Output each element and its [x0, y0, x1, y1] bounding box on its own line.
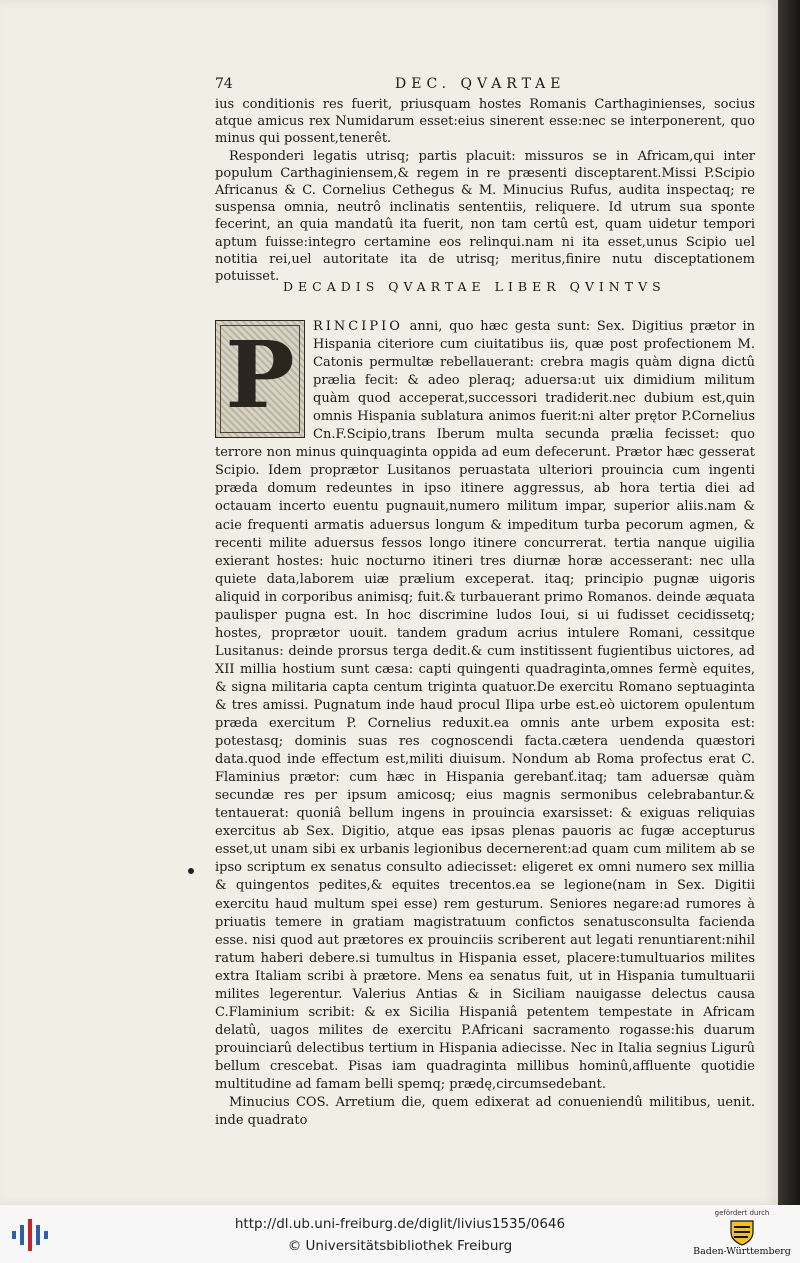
- incipit: RINCIPIO: [313, 319, 403, 334]
- initial-letter: P: [225, 321, 295, 429]
- paragraph: Responderi legatis utrisq; partis placuit: missuros se in Africam,qui inter populum Carthaginiensem,& regem in re præsenti disceptarent.Missi P.Scipio Africanus & C. Cornelius Cethegus & M. Minucius Rufus, audita inspectaq; re suspensa omnia, neutrô inclinatis sententiis, reliquere. Id utrum sua sponte fecerint, an quia mandatû ita fuerit, non tam certû est, quam uidetur tempori aptum fuisse:integro certamine eos relinqui.nam ni ita esset,unus Scipio uel notitia rei,uel autoritate ita de utrisq; meritus,finire nutu disceptationem potuisset.: [215, 148, 755, 285]
- running-head: [215, 76, 755, 96]
- footer-bar: [0, 1205, 800, 1263]
- state-crest-icon: [727, 1218, 757, 1246]
- paragraph-body: Arretium die, quem edixerat ad conueniendû militibus, uenit. inde quadrato: [215, 1095, 755, 1129]
- page-edge: [778, 0, 800, 1205]
- margin-mark: [188, 868, 194, 874]
- decorated-initial: [215, 320, 305, 438]
- running-head-title: DEC. QVARTAE: [395, 76, 566, 92]
- main-text-block: [215, 318, 755, 1129]
- sponsor-name: Baden-Württemberg: [693, 1246, 791, 1257]
- top-text-block: [215, 96, 755, 285]
- copyright-notice: © Universitätsbibliothek Freiburg: [287, 1238, 513, 1254]
- paragraph: [215, 1094, 755, 1130]
- folio-number: 74: [215, 76, 233, 92]
- permalink-url[interactable]: http://dl.ub.uni-freiburg.de/diglit/livius1535/0646: [234, 1216, 566, 1232]
- paragraph-body: anni, quo hæc gesta sunt: Sex. Digitius prætor in Hispania citeriore cum ciuitatibus iis, quæ post profectionem M. Catonis permultæ rebellauerant: crebra magis quàm digna dictû prælia fecit: & adeo pleraq; aduersa:ut uix dimidium militum quàm quod acceperat,successori tradiderit.nec dubium est,quin omnis Hispania sublatura animos fuerit:ni alter prętor P.Cornelius Cn.F.Scipio,trans Iberum multa secunda prælia fecisset: quo terrore non minus quinquaginta oppida ad eum defecerunt. Prætor hæc gesserat Scipio. Idem proprætor Lusitanos peruastata ulteriori prouincia cum ingenti præda domum redeuntes in ipso itinere aggressus, ab hora tertia diei ad octauam incerto euentu pugnauit,numero militum impar, superior aliis.nam & acie frequenti armatis aduersus longum & impeditum turba pecorum agmen, & recenti milite aduersus fessos longo itinere concurrerat. tertia nanque uigilia exierant hostes: huic nocturno itineri tres diurnæ horæ accesserant: nec ulla quiete data,laborem uiæ prælium exceperat. itaq; principio pugnæ uigoris aliquid in corporibus animisq; fuit.& turbauerant primo Romanos. deinde æquata paulisper pugna est. In hoc discrimine ludos Ioui, si ui fudisset cecidissetq; hostes, proprætor uouit. tandem gradum acrius intulere Romani, cessitque Lusitanus: deinde prorsus terga dedit.& cum institissent fugientibus uictores, ad XII millia hostium sunt cæsa: capti quingenti quadraginta,omnes fermè equites, & signa militaria capta centum triginta quatuor.De exercitu Romano septuaginta & tres amissi. Pugnatum inde haud procul Ilipa urbe est.eò uictorem opulentum præda exercitum P. Cornelius reduxit.ea omnis ante urbem exposita est: potestasq; dominis suas res cognoscendi facta.cætera uendenda quæstori data.quod inde effectum est,militi diuisum. Nondum ab Roma profectus erat C. Flaminius prætor: cum hæc in Hispania gerebanť.itaq; tam aduersæ quàm secundæ res per ipsum amicosq; eius magnis sermonibus celebrabantur.& tentauerat: quoniâ bellum ingens in prouincia exarsisset: & exiguas reliquias exercitus ab Sex. Digitio, atque eas ipsas plenas pauoris ac fugæ accepturus esset,ut unam sibi ex urbanis legionibus decernerent:ad quam cum militem ab se ipso scriptum ex senatus consulto adiecisset: eligeret ex omni numero sex millia & quingentos pedites,& equites trecentos.ea se legione(nam in Sex. Digitii exercitu haud multum spei esse) rem gesturum. Seniores negare:ad rumores à priuatis temere in gratiam magistratuum confictos senatusconsulta facienda esse. nisi quod aut prætores ex prouinciis scriberent aut legati renuntiarent:nihil ratum haberi debere.si tumultus in Hispania esset, placere:tumultuarios milites extra Italiam scribi à prætore. Mens ea senatus fuit, ut in Hispania tumultuarii milites legerentur. Valerius Antias & in Siciliam nauigasse delectus causa C.Flaminium scribit: & ex Sicilia Hispaniâ petentem tempestate in Africam delatû, uagos milites de exercitu P.Africani sacramento rogasse:his duarum prouinciarû delectibus tertium in Hispania adiecisse. Nec in Italia segnius Ligurû bellum crescebat. Pisas iam quadraginta millibus hominû,affluente quotidie multitudine ad famam belli spemq; prædę,circumsedebant.: [215, 319, 755, 1092]
- paragraph: ius conditionis res fuerit, priusquam hostes Romanis Carthaginienses, socius atque amicus rex Numidarum esset:eius sinerent esse:nec se interponerent, quo minus qui possent,tenerêt.: [215, 97, 755, 147]
- sponsor-label: gefördert durch: [714, 1209, 770, 1217]
- book-heading: DECADIS QVARTAE LIBER QVINTVS: [283, 279, 666, 294]
- consul-name: Minucius COS.: [229, 1095, 330, 1111]
- sponsor-badge: [690, 1209, 794, 1261]
